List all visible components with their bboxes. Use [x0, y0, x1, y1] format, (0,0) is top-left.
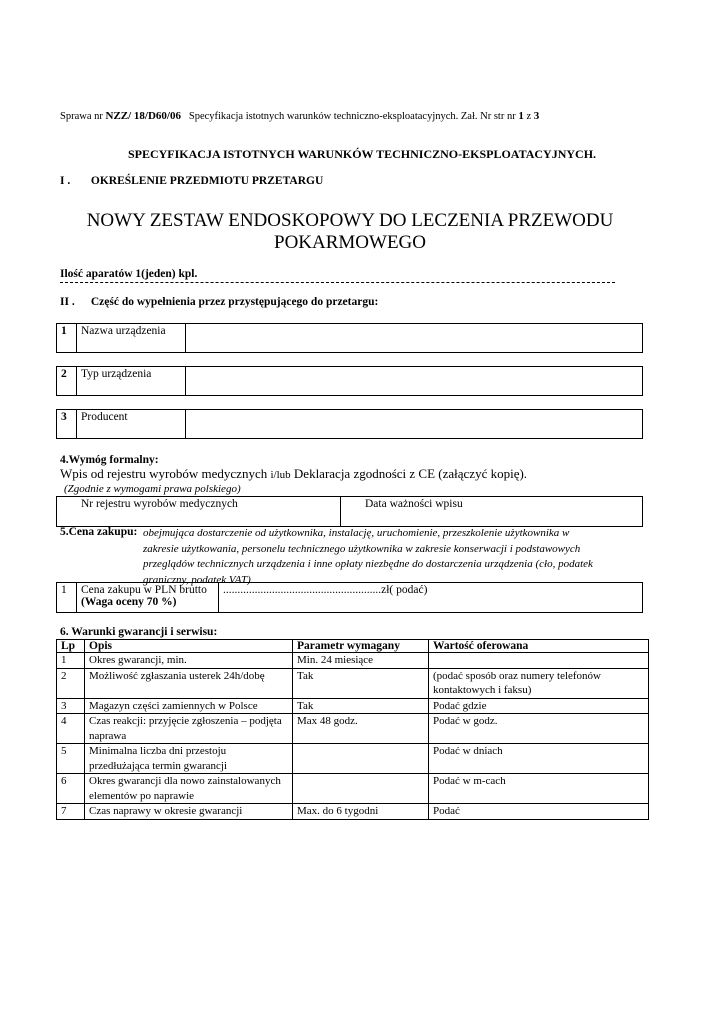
formal-requirement-text-a: Wpis od rejestru wyrobów medycznych [60, 466, 268, 481]
header-of: z [526, 111, 532, 122]
header-page: 1 [518, 110, 524, 122]
row-required: Max. do 6 tygodni [293, 804, 429, 820]
row-offered[interactable]: Podać w m-cach [429, 774, 649, 804]
row-required: Min. 24 miesiące [293, 653, 429, 669]
row-description: Minimalna liczba dni przestoju przedłużająca termin gwarancji [85, 744, 293, 774]
col-header-lp: Lp [57, 640, 85, 653]
section-2-title: Część do wypełnienia przez przystępującego do przetargu: [90, 296, 379, 308]
section-1-heading [60, 175, 323, 187]
dashed-divider [60, 282, 615, 283]
warranty-table [56, 639, 649, 820]
warranty-title: 6. Warunki gwarancji i serwisu: [60, 626, 218, 638]
box-label: Typ urządzenia [77, 367, 186, 396]
price-table [56, 582, 643, 613]
row-lp: 3 [57, 698, 85, 714]
row-description: Czas naprawy w okresie gwarancji [85, 804, 293, 820]
row-lp: 2 [57, 668, 85, 698]
price-row-number: 1 [57, 583, 77, 613]
registry-number-cell[interactable] [57, 497, 341, 527]
row-lp: 4 [57, 714, 85, 744]
row-offered[interactable]: (podać sposób oraz numery telefonów kontaktowych i faksu) [429, 668, 649, 698]
box-label: Producent [77, 410, 186, 439]
price-description-line1: obejmująca dostarczenie od użytkownika, instalację, uruchomienie, przeszkolenie użytkownika w [143, 527, 570, 539]
row-description: Czas reakcji: przyjęcie zgłoszenia – podjęta naprawa [85, 714, 293, 744]
device-name-box [56, 323, 643, 353]
row-lp: 1 [57, 653, 85, 669]
box-number: 2 [57, 367, 77, 396]
row-offered[interactable] [429, 653, 649, 669]
row-offered[interactable]: Podać [429, 804, 649, 820]
col-header-description: Opis [85, 640, 293, 653]
price-row-label-cell [77, 583, 219, 613]
table-row [57, 714, 649, 744]
device-type-box [56, 366, 643, 396]
table-row [57, 668, 649, 698]
device-type-field[interactable] [186, 367, 643, 396]
table-row [57, 774, 649, 804]
header-total: 3 [533, 110, 540, 122]
header-case-number: NZZ/ 18/D60/06 [105, 110, 181, 122]
row-lp: 5 [57, 744, 85, 774]
price-value-field[interactable]: .......................................................zł( podać) [219, 583, 643, 613]
price-description [143, 526, 623, 588]
row-description: Możliwość zgłaszania usterek 24h/dobę [85, 668, 293, 698]
section-2-number: II . [60, 296, 75, 308]
row-lp: 6 [57, 774, 85, 804]
section-2-heading [60, 296, 378, 308]
price-row-label: Cena zakupu w PLN brutto [81, 584, 207, 596]
formal-requirement-note: (Zgodnie z wymogami prawa polskiego) [64, 483, 241, 495]
row-description: Okres gwarancji dla nowo zainstalowanych elementów po naprawie [85, 774, 293, 804]
row-required: Tak [293, 698, 429, 714]
formal-requirement-text-c: Deklaracja zgodności z CE (załączyć kopię). [293, 466, 528, 481]
registry-date-cell[interactable] [341, 497, 643, 527]
price-label: 5.Cena zakupu: [60, 526, 138, 538]
device-quantity: Ilość aparatów 1(jeden) kpl. [60, 268, 198, 280]
producer-box [56, 409, 643, 439]
row-description: Okres gwarancji, min. [85, 653, 293, 669]
row-offered[interactable]: Podać gdzie [429, 698, 649, 714]
row-lp: 7 [57, 804, 85, 820]
box-number: 1 [57, 324, 77, 353]
header-prefix: Sprawa nr [60, 111, 103, 122]
header-text: Specyfikacja istotnych warunków techniczno-eksploatacyjnych. Zał. Nr str nr [188, 111, 516, 122]
row-description: Magazyn części zamiennych w Polsce [85, 698, 293, 714]
table-row [57, 653, 649, 669]
device-name-field[interactable] [186, 324, 643, 353]
row-offered[interactable]: Podać w godz. [429, 714, 649, 744]
formal-requirement-text-b: i/lub [270, 469, 291, 481]
producer-field[interactable] [186, 410, 643, 439]
formal-requirement-text [60, 466, 527, 482]
document-title: SPECYFIKACJA ISTOTNYCH WARUNKÓW TECHNICZNO-EKSPLOATACYJNYCH. [127, 147, 597, 161]
row-required [293, 744, 429, 774]
table-row [57, 804, 649, 820]
row-offered[interactable]: Podać w dniach [429, 744, 649, 774]
warranty-header-row [57, 640, 649, 653]
registry-number-label: Nr rejestru wyrobów medycznych [81, 498, 238, 510]
box-label: Nazwa urządzenia [77, 324, 186, 353]
section-1-number: I . [60, 175, 71, 187]
row-required [293, 774, 429, 804]
table-row [57, 698, 649, 714]
section-1-title: OKREŚLENIE PRZEDMIOTU PRZETARGU [90, 175, 324, 187]
subject-title: NOWY ZESTAW ENDOSKOPOWY DO LECZENIA PRZEWODU POKARMOWEGO [86, 210, 614, 253]
row-required: Max 48 godz. [293, 714, 429, 744]
price-row-weight: (Waga oceny 70 %) [81, 596, 177, 608]
price-description-rest: zakresie użytkowania, personelu technicznego użytkownika w zakresie konserwacji i podstawowych przeglądów technicznych urządzenia i inne opłaty niezbędne do dostarczenia urządzenia (cło, podatek graniczny, podatek VAT) [143, 542, 593, 586]
row-required: Tak [293, 668, 429, 698]
col-header-offered: Wartość oferowana [429, 640, 649, 653]
table-row [57, 744, 649, 774]
registry-table [56, 496, 643, 527]
formal-requirement-title: 4.Wymóg formalny: [60, 454, 159, 466]
registry-date-label: Data ważności wpisu [365, 498, 463, 510]
box-number: 3 [57, 410, 77, 439]
col-header-required: Parametr wymagany [293, 640, 429, 653]
page-header [60, 110, 539, 122]
